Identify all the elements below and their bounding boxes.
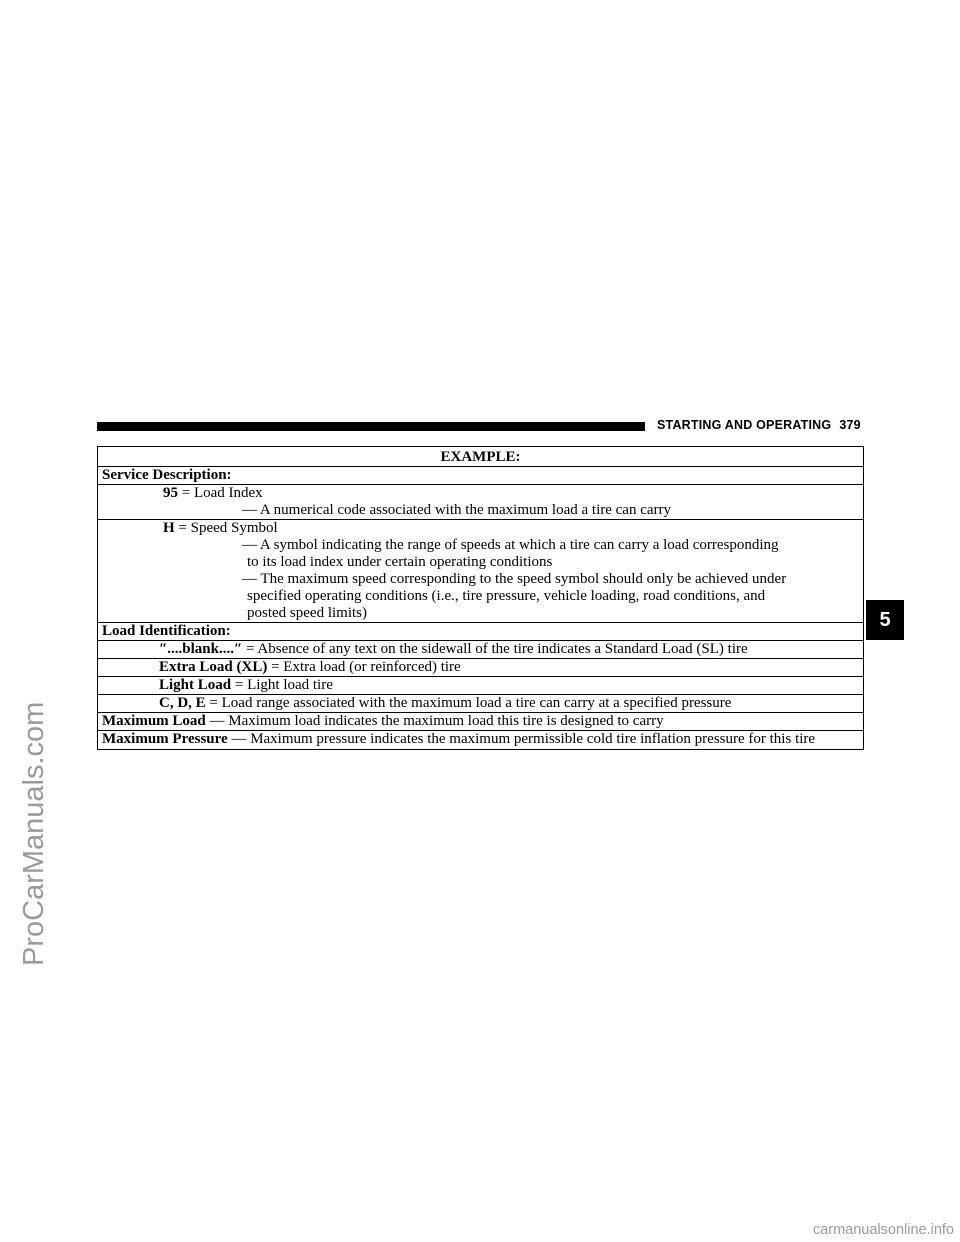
load-id-term: Light Load xyxy=(159,677,232,693)
speed-symbol-label: = Speed Symbol xyxy=(178,520,278,536)
load-index-desc: — A numerical code associated with the maximum load a tire can carry xyxy=(242,502,672,518)
section-title: STARTING AND OPERATING xyxy=(657,418,832,432)
load-index-code: 95 xyxy=(163,485,178,501)
load-id-row-light xyxy=(98,677,863,695)
maximum-pressure-desc: — Maximum pressure indicates the maximum permissible cold tire inflation pressure for this tire xyxy=(227,731,816,747)
load-id-desc: = Extra load (or reinforced) tire xyxy=(267,659,461,675)
maximum-pressure-term: Maximum Pressure xyxy=(102,731,228,747)
watermark-left: ProCarManuals.com xyxy=(18,701,50,966)
load-id-term: Extra Load (XL) xyxy=(159,659,268,675)
load-index-label: = Load Index xyxy=(181,485,263,501)
table-title: EXAMPLE: xyxy=(98,447,863,467)
speed-symbol-desc1-line2: to its load index under certain operating conditions xyxy=(247,554,553,570)
load-index-row xyxy=(98,485,863,520)
load-id-desc: = Load range associated with the maximum load a tire can carry at a specified pressure xyxy=(205,695,732,711)
load-id-desc: = Light load tire xyxy=(231,677,333,693)
chapter-tab: 5 xyxy=(866,600,904,640)
load-id-row-cde xyxy=(98,695,863,713)
maximum-pressure-row xyxy=(98,731,863,749)
speed-symbol-desc2-line3: posted speed limits) xyxy=(247,605,367,621)
service-description-heading: Service Description: xyxy=(98,467,863,485)
speed-symbol-row xyxy=(98,520,863,623)
header-rule xyxy=(97,422,645,431)
load-identification-heading: Load Identification: xyxy=(98,623,863,641)
speed-symbol-desc2-line2: specified operating conditions (i.e., tire pressure, vehicle loading, road conditions, and xyxy=(247,588,766,604)
load-id-term: C, D, E xyxy=(159,695,206,711)
load-id-row-blank xyxy=(98,641,863,659)
maximum-load-row xyxy=(98,713,863,731)
watermark-bottom: carmanualsonline.info xyxy=(812,1222,954,1238)
speed-symbol-code: H xyxy=(163,520,175,536)
speed-symbol-desc2-line1: — The maximum speed corresponding to the speed symbol should only be achieved under xyxy=(242,571,787,587)
running-header xyxy=(657,418,861,432)
load-id-desc: = Absence of any text on the sidewall of the tire indicates a Standard Load (SL) tire xyxy=(242,641,748,657)
maximum-load-term: Maximum Load xyxy=(102,713,206,729)
page-number: 379 xyxy=(839,418,861,432)
tire-marking-table xyxy=(97,446,864,750)
maximum-load-desc: — Maximum load indicates the maximum load this tire is designed to carry xyxy=(205,713,664,729)
load-id-term: ″....blank....″ xyxy=(159,641,243,657)
load-id-row-xl xyxy=(98,659,863,677)
speed-symbol-desc1-line1: — A symbol indicating the range of speeds at which a tire can carry a load corresponding xyxy=(242,537,779,553)
